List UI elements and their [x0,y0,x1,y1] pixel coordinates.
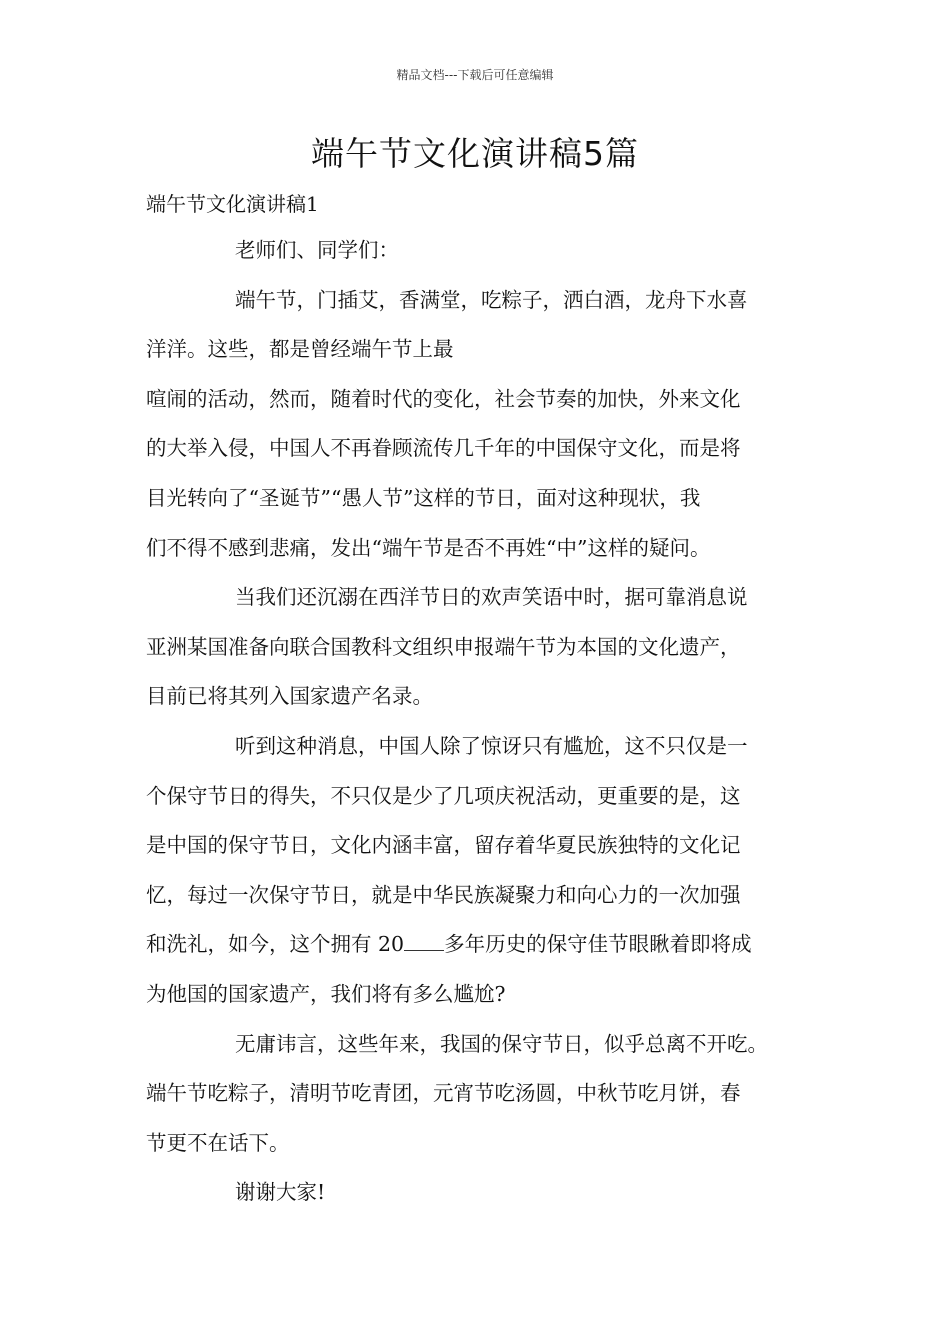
paragraph-line: 端午节吃粽子，清明节吃青团，元宵节吃汤圆，中秋节吃月饼，春 [146,1081,741,1106]
paragraph-line: 目前已将其列入国家遗产名录。 [146,684,433,709]
closing-line: 谢谢大家! [235,1180,326,1205]
paragraph-line: 节更不在话下。 [146,1130,290,1155]
speech-body [146,232,810,1224]
section-title: 端午节文化演讲稿1 [146,192,319,216]
paragraph-line: 洋洋。这些，都是曾经端午节上最 [146,337,454,362]
paragraph-line: 目光转向了“圣诞节”“愚人节”这样的节日，面对这种现状，我 [146,485,701,510]
paragraph-line: 喧闹的活动，然而，随着时代的变化，社会节奏的加快，外来文化 [146,386,741,411]
document-title: 端午节文化演讲稿5篇 [311,134,639,173]
header-note: 精品文档---下载后可任意编辑 [396,68,554,82]
paragraph-line: 个保守节日的得失，不只仅是少了几项庆祝活动，更重要的是，这 [146,783,741,808]
text-segment: 和洗礼，如今，这个拥有 20 [146,932,405,957]
paragraph-line: 无庸讳言，这些年来，我国的保守节日，似乎总离不开吃。 [235,1031,768,1056]
paragraph-line: 当我们还沉溺在西洋节日的欢声笑语中时，据可靠消息说 [235,585,748,610]
paragraph-line: 的大举入侵，中国人不再眷顾流传几千年的中国保守文化，而是将 [146,436,741,461]
paragraph-line: 为他国的国家遗产，我们将有多么尴尬? [146,981,506,1006]
paragraph-line: 端午节，门插艾，香满堂，吃粽子，洒白酒，龙舟下水喜 [235,287,748,312]
paragraph-line: 是中国的保守节日，文化内涵丰富，留存着华夏民族独特的文化记 [146,833,741,858]
paragraph-line: 亚洲某国准备向联合国教科文组织申报端午节为本国的文化遗产， [146,634,741,659]
blank-underline [404,932,444,951]
paragraph-line: 们不得不感到悲痛，发出“端午节是否不再姓“中”这样的疑问。 [146,535,711,560]
paragraph-line: 听到这种消息，中国人除了惊讶只有尴尬，这不只仅是一 [235,733,748,758]
paragraph-line [146,926,810,976]
paragraph-line: 忆，每过一次保守节日，就是中华民族凝聚力和向心力的一次加强 [146,882,741,907]
salutation: 老师们、同学们： [235,238,399,262]
text-segment: 多年历史的保守佳节眼瞅着即将成 [444,932,752,957]
